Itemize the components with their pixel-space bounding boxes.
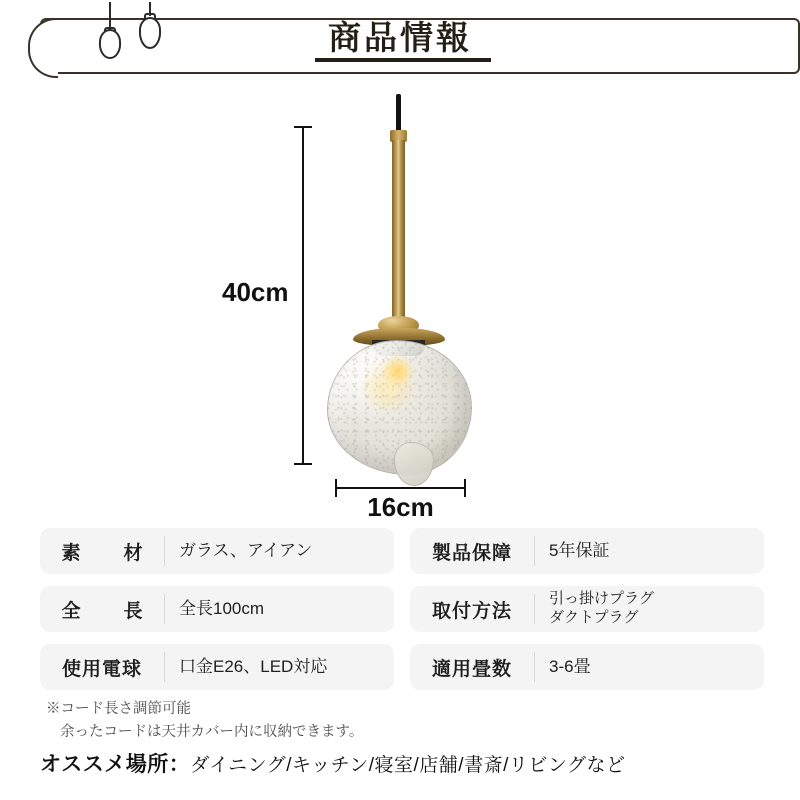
spec-table bbox=[40, 528, 764, 690]
spec-value-warranty bbox=[535, 528, 764, 574]
spec-value-length-line1: 全長100cm bbox=[179, 599, 265, 619]
page-title: 商品情報 bbox=[328, 19, 472, 56]
note-line-1: ※コード長さ調節可能 bbox=[46, 701, 191, 717]
spec-label-bulb: 使用電球 bbox=[61, 658, 142, 680]
header-banner bbox=[0, 0, 800, 92]
width-dimension-line bbox=[335, 487, 466, 489]
glass-globe-tip bbox=[394, 442, 434, 486]
spec-value-bulb bbox=[165, 644, 394, 690]
spec-value-mounting-line1: 引っ掛けプラグ bbox=[549, 590, 655, 608]
power-cord bbox=[396, 94, 401, 132]
height-label: 40cm bbox=[222, 277, 289, 307]
height-dimension-cap-bottom bbox=[294, 463, 312, 465]
spec-value-material-line1: ガラス、アイアン bbox=[179, 541, 313, 561]
spec-value-material bbox=[165, 528, 394, 574]
height-dimension-line bbox=[302, 126, 304, 464]
bulb-icon bbox=[82, 2, 192, 88]
spec-value-length bbox=[165, 586, 394, 632]
height-dimension-cap-top bbox=[294, 126, 312, 128]
spec-row-warranty bbox=[410, 528, 764, 574]
brass-rod bbox=[392, 140, 405, 325]
product-image bbox=[0, 92, 800, 524]
spec-value-warranty-line1: 5年保証 bbox=[549, 541, 610, 561]
recommended-places-text: ダイニング/キッチン/寝室/店舗/書斎/リビングなど bbox=[190, 755, 626, 776]
filament-glow bbox=[383, 354, 413, 388]
spec-value-room-size-line1: 3-6畳 bbox=[549, 657, 591, 677]
width-label: 16cm bbox=[367, 492, 434, 522]
notes bbox=[46, 698, 363, 744]
note-line-2: 余ったコードは天井カバー内に収納できます。 bbox=[60, 724, 364, 741]
spec-value-mounting-line2: ダクトプラグ bbox=[549, 609, 639, 626]
spec-row-mounting bbox=[410, 586, 764, 632]
spec-value-room-size bbox=[535, 644, 764, 690]
spec-label-mounting: 取付方法 bbox=[431, 600, 512, 622]
recommended-places bbox=[40, 748, 780, 778]
spec-row-bulb bbox=[40, 644, 394, 690]
spec-value-mounting bbox=[535, 586, 764, 632]
spec-row-material bbox=[40, 528, 394, 574]
recommended-places-title: オススメ場所： bbox=[40, 753, 191, 776]
spec-label-length: 全 長 bbox=[61, 600, 155, 622]
spec-value-bulb-line1: 口金E26、LED対応 bbox=[179, 657, 328, 677]
spec-row-length bbox=[40, 586, 394, 632]
spec-row-room-size bbox=[410, 644, 764, 690]
spec-label-room-size: 適用畳数 bbox=[431, 658, 512, 680]
spec-label-warranty: 製品保障 bbox=[431, 542, 512, 564]
title-underline bbox=[315, 58, 491, 62]
spec-label-material: 素 材 bbox=[61, 542, 155, 564]
